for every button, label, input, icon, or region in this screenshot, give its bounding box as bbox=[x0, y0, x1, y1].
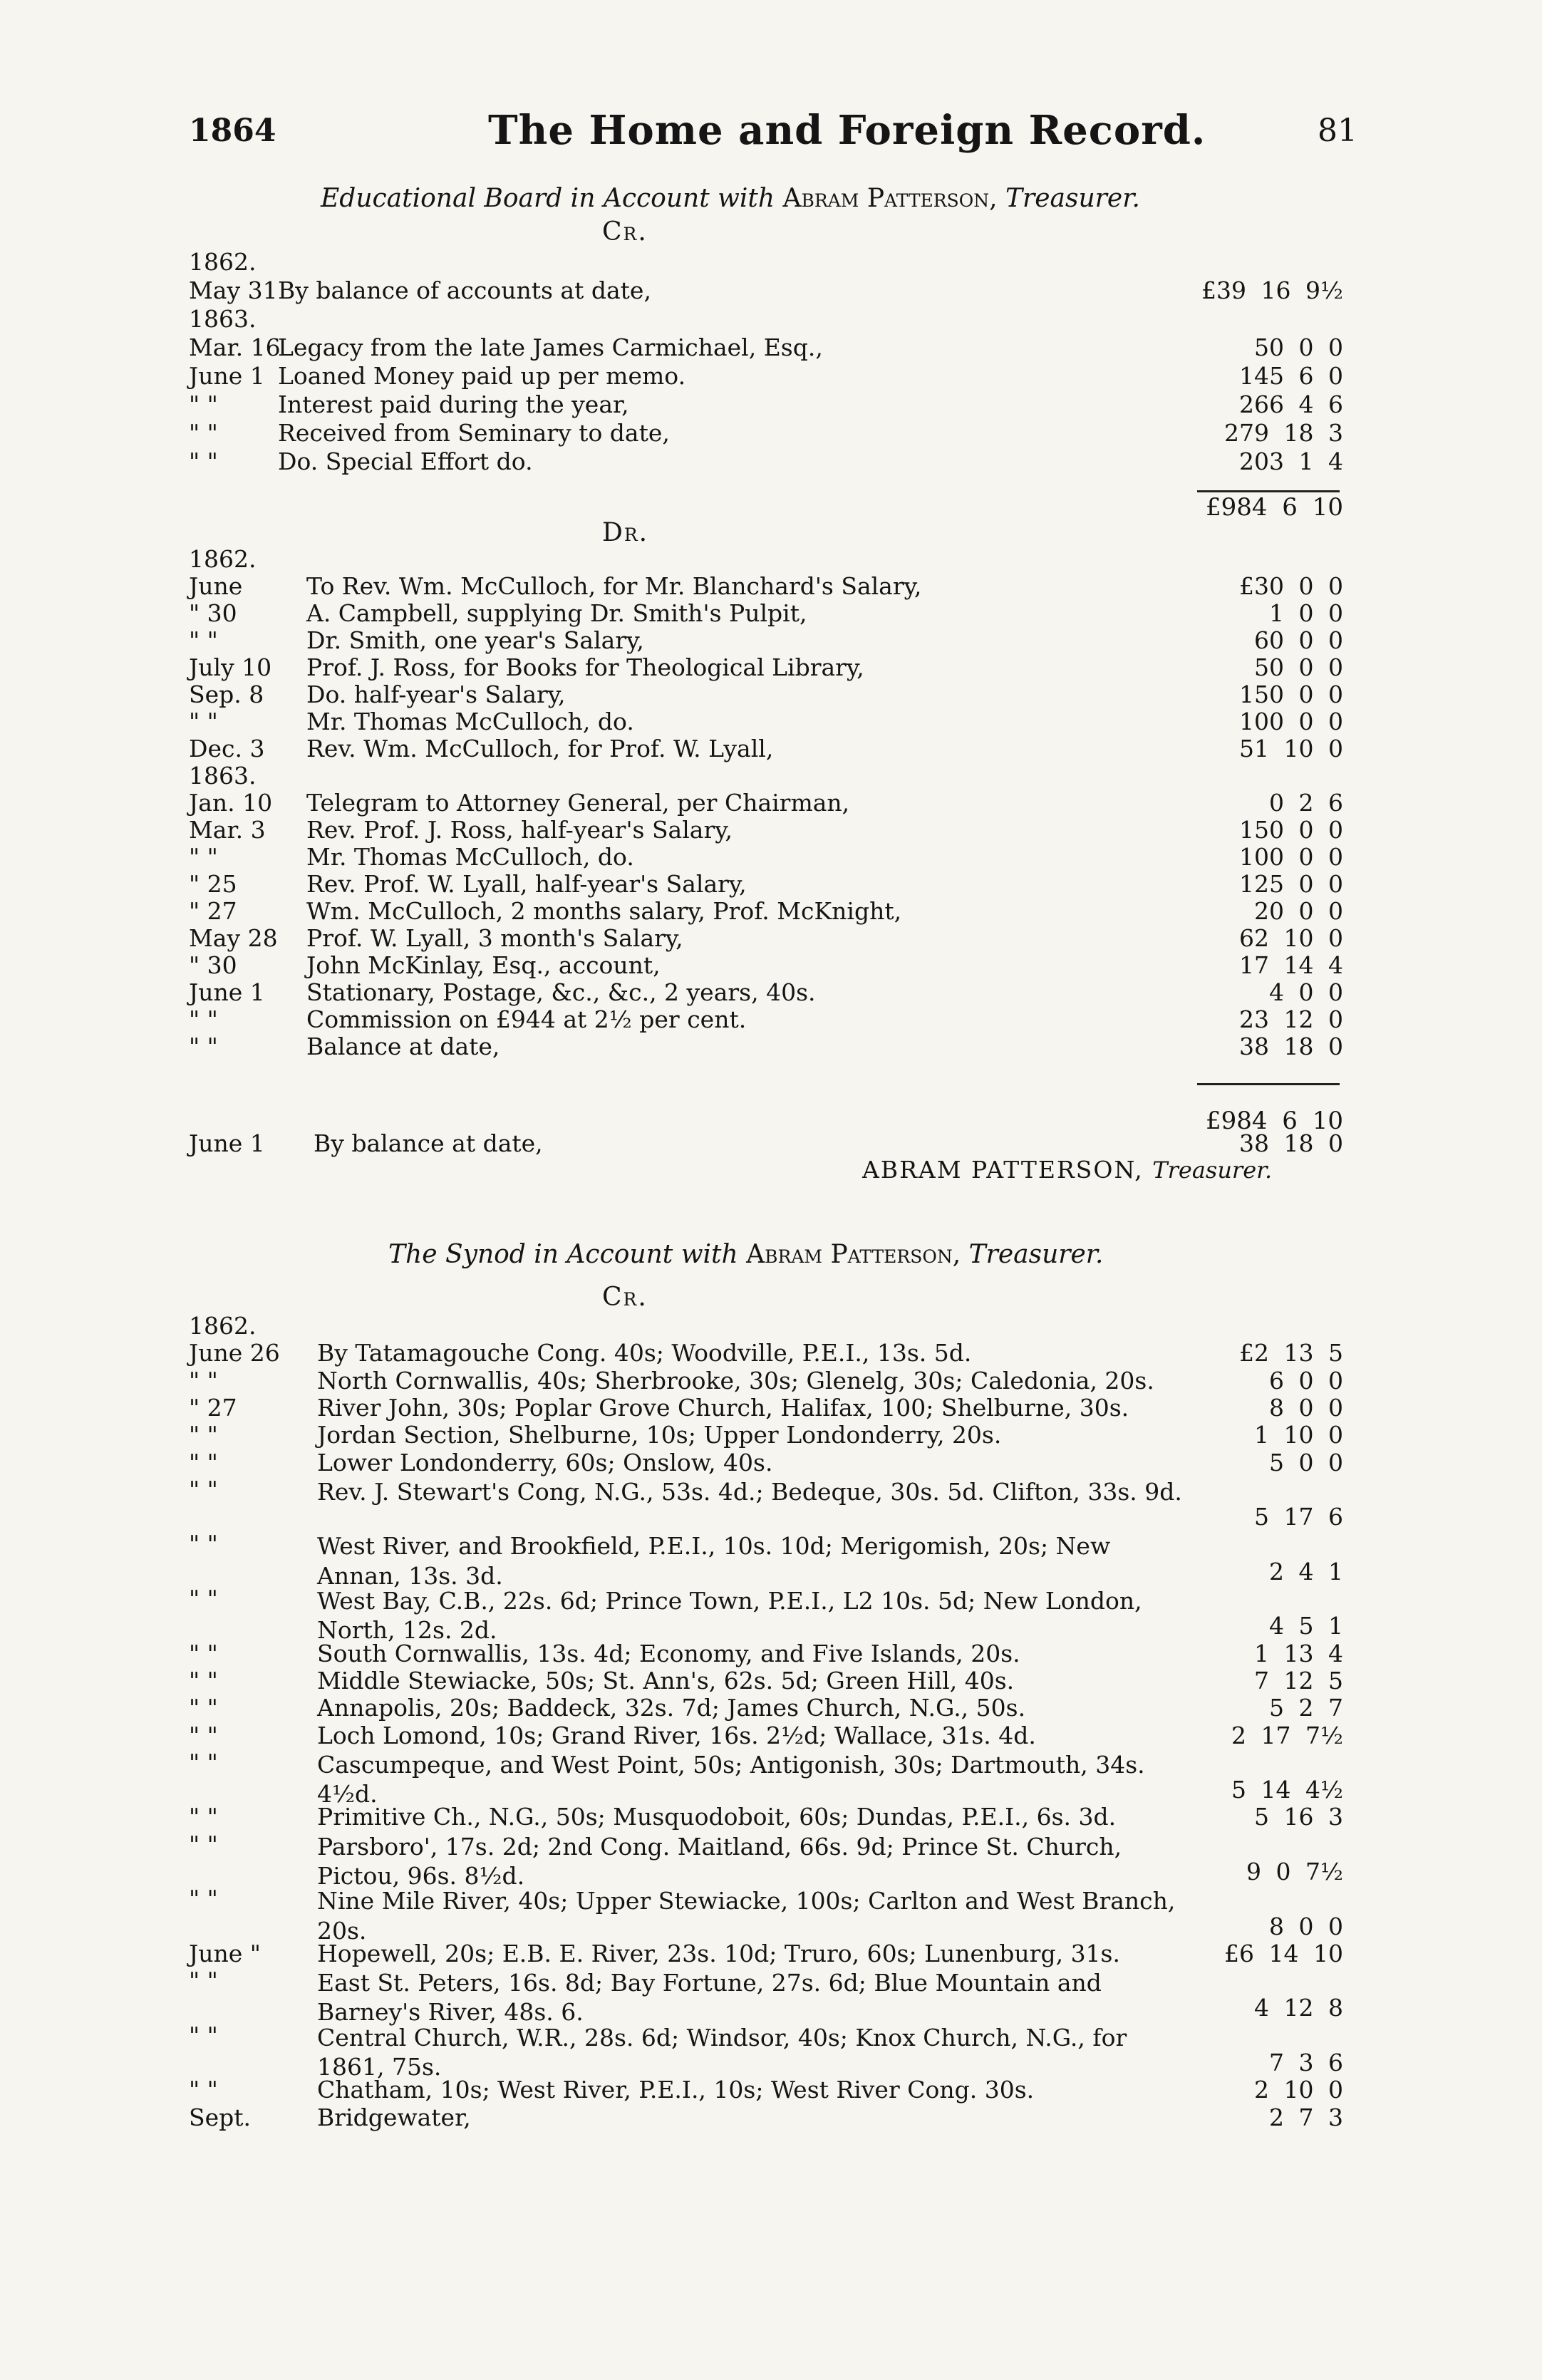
ledger-amount: 150 0 0 bbox=[1239, 816, 1343, 844]
ledger-amount: 5 2 7 bbox=[1269, 1694, 1343, 1722]
ledger-date: 1862. bbox=[189, 545, 257, 573]
ledger-amount: 279 18 3 bbox=[1224, 419, 1343, 447]
treasurer-signature bbox=[862, 1156, 1272, 1184]
ledger-description: Jordan Section, Shelburne, 10s; Upper Londonderry, 20s. bbox=[317, 1421, 1002, 1449]
ledger-date: " 25 bbox=[189, 870, 237, 898]
ledger-amount: 1 13 4 bbox=[1254, 1639, 1343, 1667]
ledger-amount: 60 0 0 bbox=[1254, 626, 1343, 654]
ledger-amount: 2 10 0 bbox=[1254, 2076, 1343, 2104]
ledger-description: East St. Peters, 16s. 8d; Bay Fortune, 27s. 6d; Blue Mountain and Barney's River, 48s. 6. bbox=[317, 1969, 1102, 2027]
total-rule bbox=[1197, 1083, 1340, 1085]
ledger-amount: £30 0 0 bbox=[1239, 572, 1343, 600]
ledger-date: " " bbox=[189, 1666, 218, 1695]
ledger-amount: 125 0 0 bbox=[1239, 870, 1343, 898]
ledger-description: Rev. J. Stewart's Cong, N.G., 53s. 4d.; Bedeque, 30s. 5d. Clifton, 33s. 9d. bbox=[317, 1477, 1182, 1506]
ledger-date: " " bbox=[189, 1421, 218, 1449]
ledger-description: By Tatamagouche Cong. 40s; Woodville, P.E.I., 13s. 5d. bbox=[317, 1339, 972, 1367]
ledger-description: River John, 30s; Poplar Grove Church, Halifax, 100; Shelburne, 30s. bbox=[317, 1393, 1129, 1422]
ledger-amount: 50 0 0 bbox=[1254, 653, 1343, 681]
ledger-date: " " bbox=[189, 626, 218, 654]
ledger-description: John McKinlay, Esq., account, bbox=[306, 951, 661, 979]
ledger-date: " " bbox=[189, 1475, 218, 1504]
ledger-description: Commission on £944 at 2½ per cent. bbox=[306, 1005, 747, 1033]
ledger-amount: 38 18 0 bbox=[1239, 1033, 1343, 1060]
ledger-description: Do. half-year's Salary, bbox=[306, 681, 566, 708]
ledger-date: May 28 bbox=[189, 924, 278, 952]
ledger-date: 1862. bbox=[189, 248, 257, 276]
ledger-amount: 17 14 4 bbox=[1239, 951, 1343, 979]
ledger-description: Received from Seminary to date, bbox=[278, 419, 670, 447]
ledger-date: " 30 bbox=[189, 599, 237, 627]
ledger-description: Cascumpeque, and West Point, 50s; Antigonish, 30s; Dartmouth, 34s. 4½d. bbox=[317, 1750, 1145, 1809]
educational-title-role: Treasurer. bbox=[1005, 184, 1140, 213]
ledger-description: Rev. Prof. W. Lyall, half-year's Salary, bbox=[306, 870, 747, 898]
ledger-date: " " bbox=[189, 1721, 218, 1749]
ledger-amount: 8 0 0 bbox=[1269, 1393, 1343, 1422]
ledger-date: " " bbox=[189, 390, 218, 418]
ledger-date: " " bbox=[189, 1639, 218, 1667]
ledger-amount: £2 13 5 bbox=[1239, 1339, 1343, 1367]
ledger-description: Nine Mile River, 40s; Upper Stewiacke, 100s; Carlton and West Branch, 20s. bbox=[317, 1887, 1176, 1945]
ledger-description: Loaned Money paid up per memo. bbox=[278, 362, 686, 390]
ledger-amount: £6 14 10 bbox=[1224, 1939, 1343, 1967]
page-header bbox=[189, 100, 1357, 164]
ledger-description: Chatham, 10s; West River, P.E.I., 10s; West River Cong. 30s. bbox=[317, 2076, 1035, 2104]
ledger-description: Bridgewater, bbox=[317, 2103, 471, 2131]
synod-title-text: The Synod in Account with bbox=[388, 1240, 738, 1269]
ledger-date: " " bbox=[189, 1033, 218, 1060]
ledger-amount: 2 7 3 bbox=[1269, 2103, 1343, 2131]
ledger-description: To Rev. Wm. McCulloch, for Mr. Blanchard's Salary, bbox=[306, 572, 922, 600]
educational-cr-total: £984 6 10 bbox=[1205, 493, 1343, 522]
ledger-description: Hopewell, 20s; E.B. E. River, 23s. 10d; Truro, 60s; Lunenburg, 31s. bbox=[317, 1939, 1120, 1967]
educational-cr-label: Cr. bbox=[602, 217, 648, 247]
ledger-date: May 31 bbox=[189, 276, 278, 304]
ledger-description: Interest paid during the year, bbox=[278, 390, 629, 418]
ledger-amount: 20 0 0 bbox=[1254, 897, 1343, 925]
ledger-description: Legacy from the late James Carmichael, Esq., bbox=[278, 333, 823, 361]
ledger-date: 1863. bbox=[189, 305, 257, 333]
balance-date: June 1 bbox=[189, 1129, 265, 1157]
ledger-amount: 5 17 6 bbox=[1254, 1503, 1343, 1531]
ledger-description: Mr. Thomas McCulloch, do. bbox=[306, 708, 634, 735]
ledger-date: Mar. 16 bbox=[189, 333, 281, 361]
signature-role: Treasurer. bbox=[1152, 1157, 1273, 1184]
ledger-amount: 62 10 0 bbox=[1239, 924, 1343, 952]
ledger-amount: 23 12 0 bbox=[1239, 1005, 1343, 1033]
ledger-description: Do. Special Effort do. bbox=[278, 447, 533, 475]
total-rule bbox=[1197, 490, 1340, 492]
ledger-description: Primitive Ch., N.G., 50s; Musquodoboit, 60s; Dundas, P.E.I., 6s. 3d. bbox=[317, 1803, 1117, 1831]
synod-account-title bbox=[388, 1240, 1104, 1269]
header-title: The Home and Foreign Record. bbox=[488, 107, 1206, 154]
ledger-amount: 5 16 3 bbox=[1254, 1803, 1343, 1831]
ledger-amount: 0 2 6 bbox=[1269, 789, 1343, 817]
educational-dr-total: £984 6 10 bbox=[1205, 1107, 1343, 1135]
ledger-description: West Bay, C.B., 22s. 6d; Prince Town, P.E.I., L2 10s. 5d; New London, North, 12s. 2d. bbox=[317, 1587, 1142, 1645]
ledger-description: Mr. Thomas McCulloch, do. bbox=[306, 843, 634, 871]
signature-name: ABRAM PATTERSON, bbox=[862, 1156, 1144, 1184]
ledger-amount: £39 16 9½ bbox=[1201, 276, 1343, 304]
educational-account-title bbox=[321, 184, 1140, 213]
ledger-date: " " bbox=[189, 2021, 218, 2049]
ledger-date: " " bbox=[189, 1830, 218, 1858]
ledger-amount: 145 6 0 bbox=[1239, 362, 1343, 390]
synod-title-name: Abram Patterson, bbox=[746, 1240, 961, 1269]
ledger-date: Dec. 3 bbox=[189, 735, 265, 762]
ledger-date: Jan. 10 bbox=[189, 789, 273, 817]
ledger-description: North Cornwallis, 40s; Sherbrooke, 30s; Glenelg, 30s; Caledonia, 20s. bbox=[317, 1366, 1154, 1395]
balance-text: By balance at date, bbox=[314, 1129, 543, 1157]
ledger-amount: 266 4 6 bbox=[1239, 390, 1343, 418]
ledger-amount: 5 0 0 bbox=[1269, 1448, 1343, 1476]
educational-title-text: Educational Board in Account with bbox=[321, 184, 775, 213]
ledger-date: " " bbox=[189, 1803, 218, 1831]
ledger-amount: 4 0 0 bbox=[1269, 978, 1343, 1006]
ledger-date: " " bbox=[189, 1748, 218, 1776]
ledger-date: " " bbox=[189, 1448, 218, 1476]
ledger-description: A. Campbell, supplying Dr. Smith's Pulpit, bbox=[306, 599, 807, 627]
ledger-date: " " bbox=[189, 1585, 218, 1613]
ledger-description: Loch Lomond, 10s; Grand River, 16s. 2½d; Wallace, 31s. 4d. bbox=[317, 1721, 1036, 1749]
ledger-date: " " bbox=[189, 419, 218, 447]
ledger-amount: 5 14 4½ bbox=[1231, 1776, 1343, 1804]
ledger-description: South Cornwallis, 13s. 4d; Economy, and Five Islands, 20s. bbox=[317, 1639, 1020, 1667]
ledger-date: " " bbox=[189, 1885, 218, 1913]
ledger-date: Sept. bbox=[189, 2103, 252, 2131]
ledger-date: June 26 bbox=[189, 1339, 280, 1367]
educational-dr-label: Dr. bbox=[602, 518, 649, 547]
ledger-description: Dr. Smith, one year's Salary, bbox=[306, 626, 644, 654]
ledger-amount: 1 10 0 bbox=[1254, 1421, 1343, 1449]
ledger-date: " " bbox=[189, 1005, 218, 1033]
ledger-date: " " bbox=[189, 708, 218, 735]
ledger-description: Telegram to Attorney General, per Chairman, bbox=[306, 789, 850, 817]
ledger-date: 1862. bbox=[189, 1312, 257, 1340]
ledger-description: Annapolis, 20s; Baddeck, 32s. 7d; James Church, N.G., 50s. bbox=[317, 1694, 1026, 1722]
page-number: 81 bbox=[1318, 113, 1357, 149]
ledger-amount: 50 0 0 bbox=[1254, 333, 1343, 361]
ledger-description: Central Church, W.R., 28s. 6d; Windsor, 40s; Knox Church, N.G., for 1861, 75s. bbox=[317, 2023, 1127, 2081]
ledger-description: By balance of accounts at date, bbox=[278, 276, 651, 304]
ledger-amount: 6 0 0 bbox=[1269, 1366, 1343, 1395]
ledger-description: Stationary, Postage, &c., &c., 2 years, 40s. bbox=[306, 978, 816, 1006]
ledger-amount: 8 0 0 bbox=[1269, 1912, 1343, 1940]
ledger-date: June 1 bbox=[189, 978, 265, 1006]
ledger-date: Sep. 8 bbox=[189, 681, 264, 708]
ledger-date: June bbox=[189, 572, 243, 600]
ledger-date: " " bbox=[189, 1366, 218, 1395]
balance-amount: 38 18 0 bbox=[1239, 1129, 1343, 1157]
ledger-date: " " bbox=[189, 1530, 218, 1558]
ledger-amount: 7 12 5 bbox=[1254, 1666, 1343, 1695]
ledger-date: " " bbox=[189, 2076, 218, 2104]
ledger-date: " " bbox=[189, 843, 218, 871]
ledger-description: Middle Stewiacke, 50s; St. Ann's, 62s. 5d; Green Hill, 40s. bbox=[317, 1666, 1015, 1695]
ledger-date: " " bbox=[189, 447, 218, 475]
synod-title-role: Treasurer. bbox=[968, 1240, 1104, 1269]
ledger-date: " " bbox=[189, 1967, 218, 1995]
ledger-amount: 2 17 7½ bbox=[1231, 1721, 1343, 1749]
ledger-amount: 4 12 8 bbox=[1254, 1994, 1343, 2022]
ledger-amount: 1 0 0 bbox=[1269, 599, 1343, 627]
ledger-description: Parsboro', 17s. 2d; 2nd Cong. Maitland, 66s. 9d; Prince St. Church, Pictou, 96s. 8½d. bbox=[317, 1832, 1122, 1890]
ledger-date: Mar. 3 bbox=[189, 816, 266, 844]
ledger-date: " 27 bbox=[189, 1393, 237, 1422]
ledger-date: 1863. bbox=[189, 762, 257, 790]
ledger-date: July 10 bbox=[189, 653, 272, 681]
ledger-description: Rev. Wm. McCulloch, for Prof. W. Lyall, bbox=[306, 735, 774, 762]
ledger-description: Prof. W. Lyall, 3 month's Salary, bbox=[306, 924, 683, 952]
ledger-amount: 7 3 6 bbox=[1269, 2049, 1343, 2077]
ledger-amount: 100 0 0 bbox=[1239, 708, 1343, 735]
ledger-description: Rev. Prof. J. Ross, half-year's Salary, bbox=[306, 816, 733, 844]
educational-title-name: Abram Patterson, bbox=[782, 184, 998, 213]
ledger-amount: 203 1 4 bbox=[1239, 447, 1343, 475]
ledger-description: Lower Londonderry, 60s; Onslow, 40s. bbox=[317, 1448, 773, 1476]
ledger-date: " 30 bbox=[189, 951, 237, 979]
ledger-amount: 51 10 0 bbox=[1239, 735, 1343, 762]
synod-cr-label: Cr. bbox=[602, 1283, 648, 1312]
ledger-date: June 1 bbox=[189, 362, 265, 390]
ledger-description: Wm. McCulloch, 2 months salary, Prof. McKnight, bbox=[306, 897, 902, 925]
ledger-amount: 9 0 7½ bbox=[1246, 1857, 1343, 1885]
header-year: 1864 bbox=[189, 113, 276, 149]
ledger-description: Balance at date, bbox=[306, 1033, 500, 1060]
ledger-amount: 4 5 1 bbox=[1269, 1612, 1343, 1640]
ledger-date: " 27 bbox=[189, 897, 237, 925]
ledger-amount: 150 0 0 bbox=[1239, 681, 1343, 708]
ledger-date: June " bbox=[189, 1939, 261, 1967]
ledger-date: " " bbox=[189, 1694, 218, 1722]
ledger-description: West River, and Brookfield, P.E.I., 10s. 10d; Merigomish, 20s; New Annan, 13s. 3d. bbox=[317, 1532, 1111, 1590]
ledger-description: Prof. J. Ross, for Books for Theological Library, bbox=[306, 653, 864, 681]
ledger-amount: 2 4 1 bbox=[1269, 1557, 1343, 1585]
ledger-amount: 100 0 0 bbox=[1239, 843, 1343, 871]
